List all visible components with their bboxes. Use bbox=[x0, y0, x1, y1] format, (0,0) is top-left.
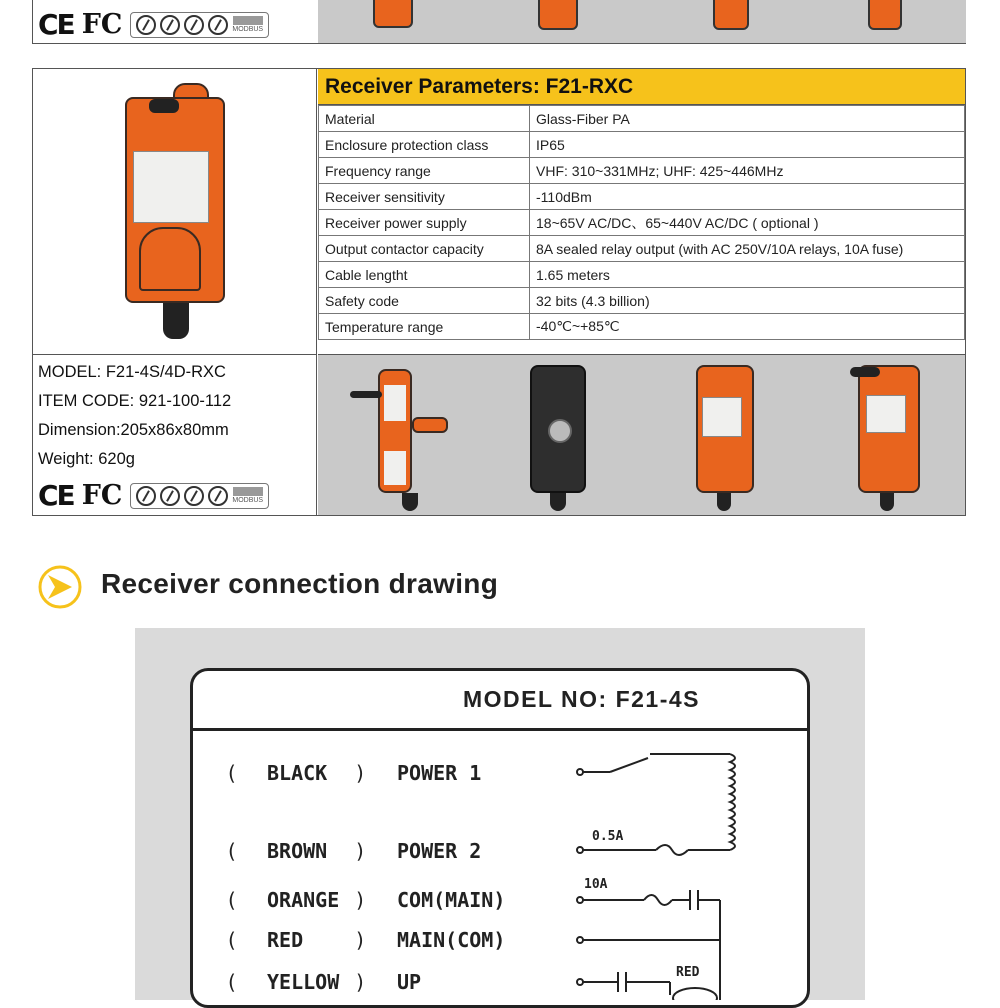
param-value: 8A sealed relay output (with AC 250V/10A relays, 10A fuse) bbox=[530, 236, 965, 262]
param-row bbox=[319, 210, 965, 236]
top-cert-row bbox=[38, 8, 269, 41]
param-label: Enclosure protection class bbox=[319, 132, 530, 158]
receiver-device-image bbox=[125, 97, 225, 303]
wire-function: MAIN(COM) bbox=[397, 928, 506, 952]
gallery-side-view bbox=[378, 369, 412, 493]
param-label: Safety code bbox=[319, 288, 530, 314]
param-value: 32 bits (4.3 billion) bbox=[530, 288, 965, 314]
receiver-label-plate bbox=[133, 151, 209, 223]
gallery-front-cable bbox=[717, 493, 731, 511]
feature-badges bbox=[130, 12, 269, 38]
previous-product-strip bbox=[32, 0, 966, 44]
modbus-badge: MODBUS bbox=[232, 487, 263, 505]
wire-color: BROWN bbox=[267, 839, 328, 863]
receiver-specs-panel bbox=[32, 68, 966, 516]
param-row bbox=[319, 288, 965, 314]
wire-function: POWER 2 bbox=[397, 839, 482, 863]
receiver-cable bbox=[163, 303, 189, 339]
modbus-badge: MODBUS bbox=[232, 16, 263, 34]
wire-color: BLACK bbox=[267, 761, 328, 785]
receiver-photo bbox=[33, 69, 317, 354]
param-row bbox=[319, 262, 965, 288]
cert-row bbox=[38, 479, 269, 512]
gallery-side-cable bbox=[402, 493, 418, 511]
param-value: 1.65 meters bbox=[530, 262, 965, 288]
badge-icon bbox=[160, 15, 180, 35]
fuse-label-small: 0.5A bbox=[592, 829, 624, 844]
product-thumbnail bbox=[713, 0, 749, 30]
product-thumbnail bbox=[868, 0, 902, 30]
wire-color: YELLOW bbox=[267, 970, 340, 994]
fuse-label-main: 10A bbox=[584, 877, 608, 892]
chevron-right-icon bbox=[38, 565, 82, 609]
receiver-cover bbox=[139, 227, 201, 291]
wire-color: RED bbox=[267, 928, 304, 952]
param-value: IP65 bbox=[530, 132, 965, 158]
product-thumbnail bbox=[373, 0, 413, 28]
param-label: Temperature range bbox=[319, 314, 530, 340]
param-label: Frequency range bbox=[319, 158, 530, 184]
param-value: 18~65V AC/DC、65~440V AC/DC ( optional ) bbox=[530, 210, 965, 236]
gallery-side-knob bbox=[350, 391, 382, 398]
param-row bbox=[319, 106, 965, 132]
param-row bbox=[319, 184, 965, 210]
param-row bbox=[319, 236, 965, 262]
gallery-angled-view bbox=[858, 365, 920, 493]
gallery-back-cable bbox=[550, 493, 566, 511]
param-value: -40℃~+85℃ bbox=[530, 314, 965, 340]
params-header bbox=[318, 69, 965, 105]
param-value: -110dBm bbox=[530, 184, 965, 210]
param-row bbox=[319, 158, 965, 184]
top-gallery bbox=[318, 0, 966, 43]
param-label: Material bbox=[319, 106, 530, 132]
gallery-angled-knob bbox=[850, 367, 880, 377]
gallery-back-view bbox=[530, 365, 586, 493]
params-table bbox=[318, 105, 965, 340]
wiring-schematic bbox=[560, 740, 760, 1000]
gallery-side-connector bbox=[412, 417, 448, 433]
param-row bbox=[319, 132, 965, 158]
param-value: Glass-Fiber PA bbox=[530, 106, 965, 132]
drawing-model-no: MODEL NO: F21-4S bbox=[463, 686, 700, 712]
ce-mark: CE bbox=[38, 479, 74, 512]
badge-icon bbox=[208, 15, 228, 35]
weight: Weight: 620g bbox=[38, 450, 135, 468]
product-info bbox=[33, 354, 317, 515]
ce-mark: CE bbox=[38, 8, 74, 41]
card-divider bbox=[190, 728, 810, 731]
product-thumbnail bbox=[538, 0, 578, 30]
badge-icon bbox=[160, 486, 180, 506]
param-label: Receiver sensitivity bbox=[319, 184, 530, 210]
wire-function: UP bbox=[397, 970, 422, 994]
params-title: Receiver Parameters: F21-RXC bbox=[325, 75, 634, 98]
wire-color: ORANGE bbox=[267, 888, 340, 912]
param-label: Receiver power supply bbox=[319, 210, 530, 236]
gallery-front-view bbox=[696, 365, 754, 493]
badge-icon bbox=[184, 15, 204, 35]
wire-function: POWER 1 bbox=[397, 761, 482, 785]
dimension: Dimension:205x86x80mm bbox=[38, 421, 229, 439]
fc-mark: FC bbox=[81, 9, 123, 40]
feature-badges bbox=[130, 483, 269, 509]
item-code: ITEM CODE: 921-100-112 bbox=[38, 392, 232, 410]
relay-label: RED bbox=[676, 965, 700, 980]
wire-function: COM(MAIN) bbox=[397, 888, 506, 912]
param-value: VHF: 310~331MHz; UHF: 425~446MHz bbox=[530, 158, 965, 184]
fc-mark: FC bbox=[81, 480, 123, 511]
product-gallery bbox=[318, 354, 965, 515]
receiver-knob bbox=[149, 99, 179, 113]
section-title: Receiver connection drawing bbox=[101, 568, 499, 599]
badge-icon bbox=[136, 15, 156, 35]
badge-icon bbox=[136, 486, 156, 506]
badge-icon bbox=[208, 486, 228, 506]
model-number: MODEL: F21-4S/4D-RXC bbox=[38, 363, 226, 381]
top-cert-cell bbox=[33, 0, 318, 43]
param-label: Cable lengtht bbox=[319, 262, 530, 288]
param-row bbox=[319, 314, 965, 340]
param-label: Output contactor capacity bbox=[319, 236, 530, 262]
gallery-angled-cable bbox=[880, 493, 894, 511]
badge-icon bbox=[184, 486, 204, 506]
